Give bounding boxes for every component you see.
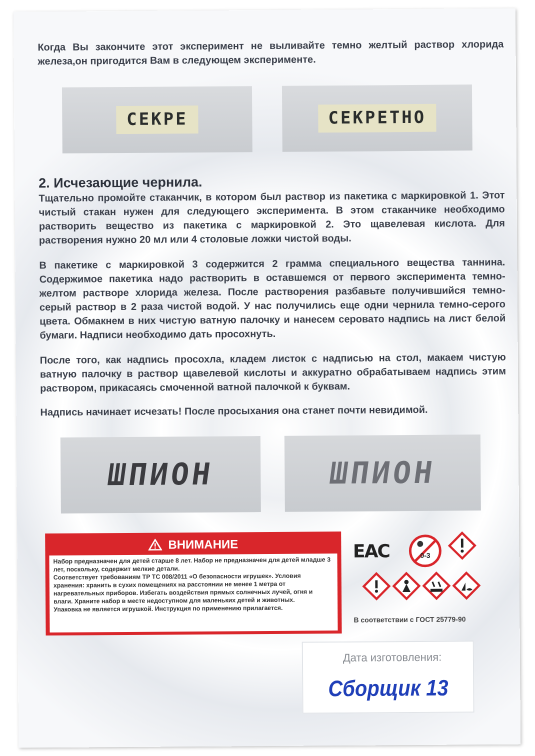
intro-paragraph: Когда Вы закончите этот эксперимент не выливайте темно желтый раствор хлорида железа,он пригодится Вам в следующем эксперименте.: [37, 39, 504, 68]
section-paragraph-2: В пакетике с маркировкой 3 содержится 2 грамма специального вещества таннина. Содержимое пакетика надо растворить в оставшемся от первого эксперимента темно-желтом растворе хлорида железа. После растворения разбавьте получившийся темно-серый раствор в 2 раза чистой водой. У нас получились еще одни чернила темно-серого цвета. Обмакнем в них чистую ватную палочку и нанесем серовато надпись на лист белой бумаги. Надписи необходимо дать просохнуть.: [39, 257, 506, 342]
section-paragraph-4: Надпись начинает исчезать! После просыхания она станет почти невидимой.: [40, 404, 428, 419]
section-paragraph-1: Тщательно промойте стаканчик, в котором был раствор из пакетика с маркировкой 1. Этот чистый стакан нужен для следующего эксперимента. В этом стаканчике необходимо растворить вещество из пакетика с маркировкой 2. Это щавелевая кислота. Для растворения нужно 20 мл или 4 столовые ложки чистой воды.: [38, 190, 505, 247]
age-mark-text: 0-3: [420, 552, 431, 560]
photo-spy-visible: [60, 436, 261, 513]
photo-secret-full: [282, 85, 472, 152]
health-hazard-icon: [391, 571, 421, 601]
photo-spy-fading-text: ШПИОН: [327, 455, 438, 492]
warning-title-text: ВНИМАНИЕ: [168, 537, 239, 552]
warning-line-3: Упаковка не является игрушкой. Инструкция по применению прилагается.: [53, 604, 283, 614]
photo-secret-partial-text: СЕКРЕ: [117, 105, 198, 134]
irritant-hazard-icon: [361, 571, 391, 601]
instruction-sheet: [13, 8, 520, 747]
age-restriction-icon: [407, 533, 443, 569]
exclamation-hazard-icon: [447, 531, 477, 561]
photo-spy-visible-text: ШПИОН: [105, 456, 216, 493]
warning-title: [45, 534, 341, 554]
photo-spy-fading: [284, 435, 481, 512]
assembler-stamp: Сборщик 13: [328, 676, 449, 702]
warning-box: [45, 531, 342, 635]
warning-line-1: Набор предназначен для детей старше 8 лет. Набор не предназначен для детей младше 3 лет, поскольку, содержит мелкие детали.: [53, 556, 331, 574]
eac-mark: EAC: [352, 540, 390, 562]
section-paragraph-3: После того, как надпись просохла, кладем листок с надписью на стол, макаем чистую ватную палочку в раствор щавелевой кислоты и аккуратно обрабатываем надпись этим раствором, прикасаясь смоченной ватной палочкой к буквам.: [39, 352, 507, 395]
corrosive-hazard-icon: [421, 571, 451, 601]
photo-secret-full-text: СЕКРЕТНО: [318, 104, 436, 133]
warning-line-2: Соответствует требованиям ТР ТС 008/2011 «О безопасности игрушек». Условия хранения: хранить в сухих помещениях на расстоянии не менее 1 метра от нагревательных приборов. Избегать воздействия прямых солнечных лучей, огня и влаги. Храните набор в месте недоступном для маленьких детей и животных.: [53, 572, 313, 606]
manufacture-box: [302, 641, 474, 714]
warning-triangle-icon: [148, 539, 162, 551]
gost-compliance: В соответствии с ГОСТ 25779-90: [353, 616, 466, 625]
warning-text: [49, 554, 338, 633]
photo-secret-partial: [62, 86, 252, 153]
manufacture-date-label: Дата изготовления:: [342, 651, 442, 665]
environment-hazard-icon: [451, 571, 481, 601]
section-heading: 2. Исчезающие чернила.: [38, 174, 203, 191]
